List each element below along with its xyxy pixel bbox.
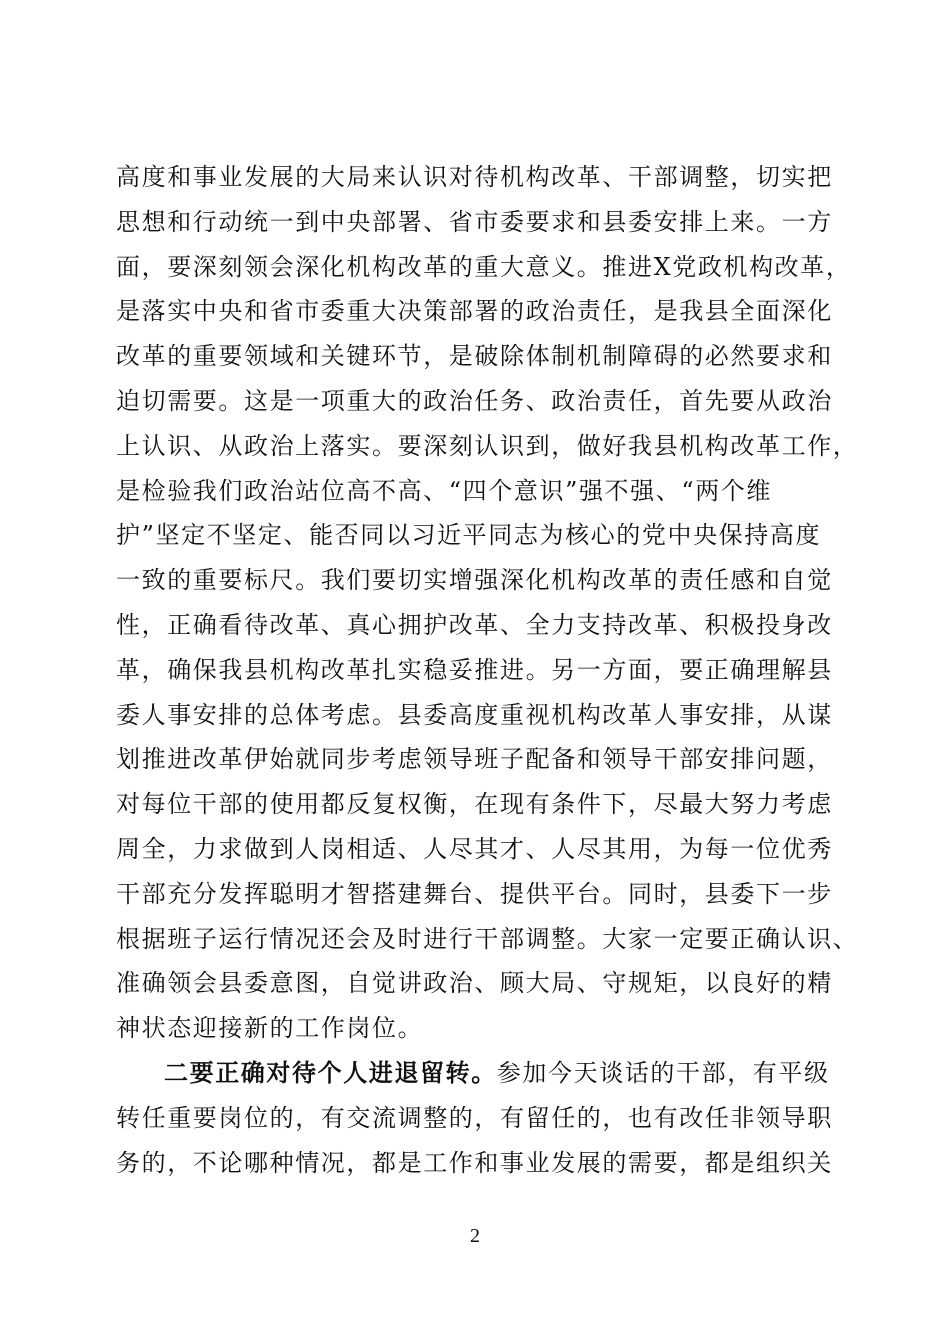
text-line: 周全，力求做到人岗相适、人尽其才、人尽其用，为每一位优秀	[116, 834, 833, 863]
text-line: 划推进改革伊始就同步考虑领导班子配备和领导干部安排问题，	[116, 745, 833, 774]
text-line: 是检验我们政治站位高不高、“四个意识”强不强、“两个维	[116, 476, 773, 505]
text-line: 护”坚定不坚定、能否同以习近平同志为核心的党中央保持高度	[116, 521, 822, 550]
text-line: 高度和事业发展的大局来认识对待机构改革、干部调整，切实把	[116, 163, 833, 191]
text-line: 上认识、从政治上落实。要深刻认识到，做好我县机构改革工作，	[116, 431, 859, 460]
text-line: 准确领会县委意图，自觉讲政治、顾大局、守规矩，以良好的精	[116, 969, 833, 998]
section-heading: 二要正确对待个人进退留转。	[164, 1057, 497, 1087]
text-line: 转任重要岗位的，有交流调整的，有留任的，也有改任非领导职	[116, 1103, 833, 1132]
page-number: 2	[470, 1225, 480, 1247]
text-line: 委人事安排的总体考虑。县委高度重视机构改革人事安排，从谋	[116, 700, 833, 729]
text-line: 神状态迎接新的工作岗位。	[116, 1014, 424, 1043]
text-line: 务的，不论哪种情况，都是工作和事业发展的需要，都是组织关	[116, 1148, 833, 1177]
section-text: 参加今天谈话的干部，有平级	[496, 1058, 830, 1087]
text-line: 思想和行动统一到中央部署、省市委要求和县委安排上来。一方	[116, 207, 833, 236]
text-line: 面，要深刻领会深化机构改革的重大意义。推进X党政机构改革，	[116, 252, 852, 281]
text-line: 性，正确看待改革、真心拥护改革、全力支持改革、积极投身改	[116, 610, 833, 639]
text-line: 改革的重要领域和关键环节，是破除体制机制障碍的必然要求和	[116, 342, 833, 371]
text-line: 一致的重要标尺。我们要切实增强深化机构改革的责任感和自觉	[116, 566, 833, 595]
document-body	[116, 155, 859, 1185]
text-line: 对每位干部的使用都反复权衡，在现有条件下，尽最大努力考虑	[116, 790, 833, 819]
text-line: 革，确保我县机构改革扎实稳妥推进。另一方面，要正确理解县	[116, 655, 833, 684]
text-line: 干部充分发挥聪明才智搭建舞台、提供平台。同时，县委下一步	[116, 879, 833, 908]
text-line: 根据班子运行情况还会及时进行干部调整。大家一定要正确认识、	[116, 924, 859, 953]
text-line: 迫切需要。这是一项重大的政治任务、政治责任，首先要从政治	[116, 386, 833, 415]
text-line: 是落实中央和省市委重大决策部署的政治责任，是我县全面深化	[116, 297, 833, 326]
section-first-line	[116, 1051, 856, 1096]
